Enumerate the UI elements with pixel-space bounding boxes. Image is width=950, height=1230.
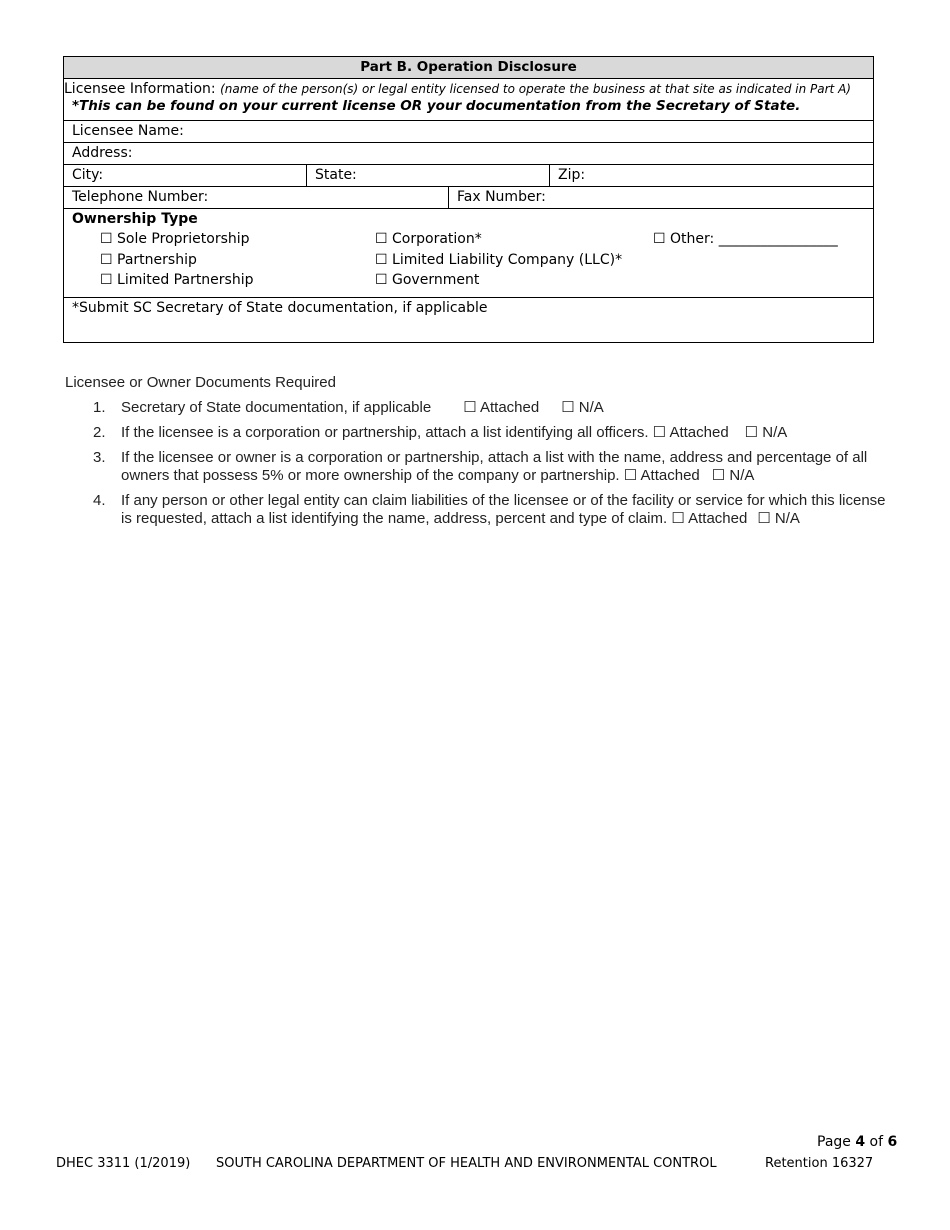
licensee-info-note: (name of the person(s) or legal entity licensed to operate the business at that site as indicated in Part A) bbox=[220, 82, 851, 96]
licensee-info-label: Licensee Information: bbox=[64, 81, 221, 97]
ownership-limited-partnership[interactable] bbox=[100, 272, 254, 288]
operation-disclosure-form bbox=[63, 56, 874, 343]
list-item bbox=[65, 449, 895, 485]
attached-checkbox[interactable]: ☐ Attached bbox=[652, 424, 729, 441]
option-label: Limited Liability Company (LLC)* bbox=[392, 251, 623, 268]
list-item bbox=[65, 424, 895, 442]
ownership-partnership[interactable] bbox=[100, 252, 197, 268]
retention-number: Retention 16327 bbox=[765, 1156, 874, 1171]
checkbox-icon: ☐ bbox=[100, 251, 113, 268]
ownership-sole-proprietorship[interactable] bbox=[100, 231, 250, 247]
option-label: Other: _________________ bbox=[670, 230, 838, 247]
attached-checkbox[interactable]: ☐ Attached bbox=[623, 467, 700, 484]
checkbox-icon: ☐ bbox=[653, 230, 666, 247]
checkbox-icon: ☐ bbox=[100, 230, 113, 247]
submit-note: *Submit SC Secretary of State documentation, if applicable bbox=[72, 299, 488, 316]
na-checkbox[interactable]: ☐ N/A bbox=[757, 510, 800, 527]
address-field[interactable]: Address: bbox=[64, 143, 873, 165]
item-number: 2. bbox=[93, 424, 106, 441]
checkbox-icon: ☐ bbox=[375, 251, 388, 268]
ownership-other[interactable] bbox=[653, 231, 838, 247]
ownership-llc[interactable] bbox=[375, 252, 622, 268]
ownership-type-title: Ownership Type bbox=[72, 210, 198, 227]
item-text: If any person or other legal entity can claim liabilities of the licensee or of the facility or service for which this license is requested, attach a list identifying the name, address, percent and type of claim. bbox=[121, 492, 886, 527]
option-label: Limited Partnership bbox=[117, 271, 254, 288]
list-item bbox=[65, 492, 895, 528]
department-name: SOUTH CAROLINA DEPARTMENT OF HEALTH AND ENVIRONMENTAL CONTROL bbox=[216, 1156, 717, 1171]
ownership-options bbox=[64, 229, 873, 298]
licensee-name-field[interactable]: Licensee Name: bbox=[64, 121, 873, 143]
city-state-zip-row bbox=[64, 165, 873, 187]
page-total: 6 bbox=[887, 1134, 898, 1150]
item-number: 4. bbox=[93, 492, 106, 509]
ownership-corporation[interactable] bbox=[375, 231, 482, 247]
page-number bbox=[817, 1134, 897, 1150]
item-text: If the licensee is a corporation or partnership, attach a list identifying all officers. bbox=[121, 424, 649, 441]
option-label: Partnership bbox=[117, 251, 197, 268]
page-label: Page bbox=[817, 1134, 856, 1150]
page-of: of bbox=[865, 1134, 888, 1150]
phone-fax-row bbox=[64, 187, 873, 209]
documents-heading: Licensee or Owner Documents Required bbox=[65, 374, 336, 391]
ownership-government[interactable] bbox=[375, 272, 479, 288]
item-number: 3. bbox=[93, 449, 106, 466]
page-current: 4 bbox=[855, 1134, 866, 1150]
form-id: DHEC 3311 (1/2019) bbox=[56, 1156, 191, 1171]
item-text: Secretary of State documentation, if applicable bbox=[121, 399, 432, 416]
attached-checkbox[interactable]: ☐ Attached bbox=[671, 510, 748, 527]
city-field[interactable]: City: bbox=[72, 166, 104, 183]
form-title: Part B. Operation Disclosure bbox=[64, 57, 873, 79]
checkbox-icon: ☐ bbox=[375, 230, 388, 247]
list-item bbox=[65, 399, 895, 417]
checkbox-icon: ☐ bbox=[375, 271, 388, 288]
state-field[interactable]: State: bbox=[306, 165, 549, 186]
checkbox-icon: ☐ bbox=[100, 271, 113, 288]
zip-field[interactable]: Zip: bbox=[549, 165, 873, 186]
option-label: Sole Proprietorship bbox=[117, 230, 250, 247]
option-label: Corporation* bbox=[392, 230, 482, 247]
na-checkbox[interactable]: ☐ N/A bbox=[561, 399, 604, 416]
licensee-info-hint: *This can be found on your current license OR your documentation from the Secretary of State. bbox=[72, 98, 801, 115]
na-checkbox[interactable]: ☐ N/A bbox=[711, 467, 755, 484]
item-number: 1. bbox=[93, 399, 106, 416]
option-label: Government bbox=[392, 271, 480, 288]
licensee-information bbox=[64, 79, 873, 121]
na-checkbox[interactable]: ☐ N/A bbox=[744, 424, 788, 441]
telephone-field[interactable]: Telephone Number: bbox=[72, 188, 209, 205]
attached-checkbox[interactable]: ☐ Attached bbox=[463, 399, 540, 416]
item-text: If the licensee or owner is a corporation or partnership, attach a list with the name, address and percentage of all owners that possess 5% or more ownership of the company or partnership. bbox=[121, 449, 868, 484]
documents-required bbox=[65, 374, 895, 535]
fax-field[interactable]: Fax Number: bbox=[448, 187, 873, 208]
